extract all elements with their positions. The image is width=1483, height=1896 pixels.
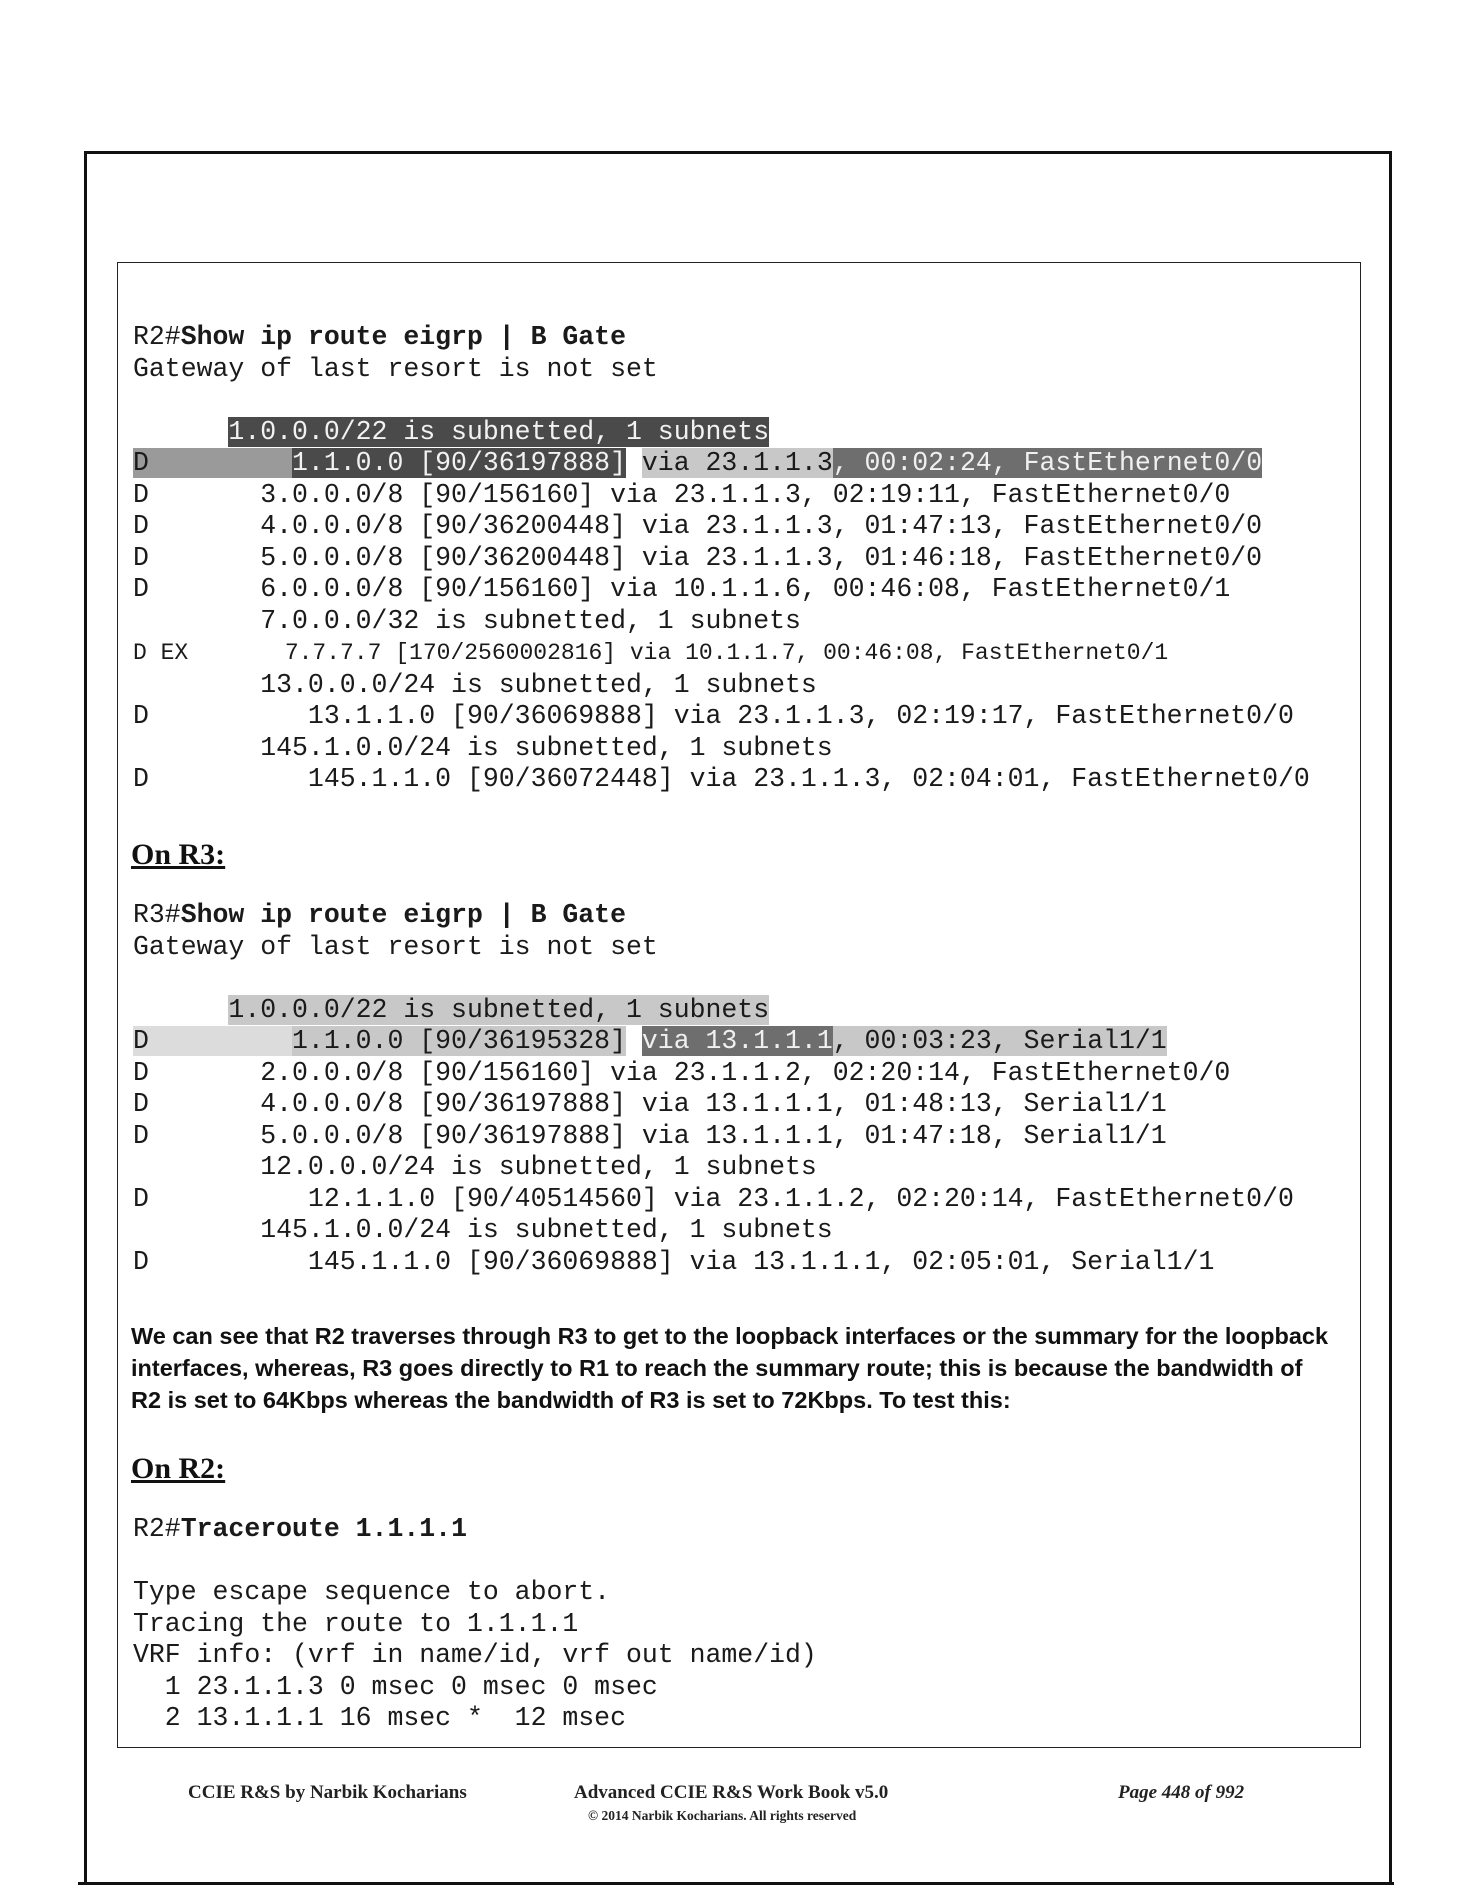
route-line: 13.0.0.0/24 is subnetted, 1 subnets bbox=[133, 669, 817, 700]
r3-summary-prefix: 1.1.0.0 [90/36195328] bbox=[292, 1026, 626, 1056]
r3-gateway-line: Gateway of last resort is not set bbox=[133, 931, 658, 962]
r3-summary-via: via 13.1.1.1 bbox=[641, 1026, 833, 1056]
r3-summary-tail: , 00:03:23, Serial1/1 bbox=[832, 1026, 1167, 1056]
explanation-paragraph: We can see that R2 traverses through R3 to get to the loopback interfaces or the summary for the loopback interfaces, whereas, R3 goes directly to R1 to reach the summary route; this is because the bandwidth of R2 is set to 64Kbps whereas the bandwidth of R3 is set to 72Kbps. To test this: bbox=[131, 1323, 1329, 1413]
route-line: D 4.0.0.0/8 [90/36197888] via 13.1.1.1, 01:48:13, Serial1/1 bbox=[133, 1089, 1167, 1119]
route-line: D 12.1.1.0 [90/40514560] via 23.1.1.2, 02:20:14, FastEthernet0/0 bbox=[133, 1183, 1294, 1214]
r2-command: Show ip route eigrp | B Gate bbox=[180, 322, 626, 352]
heading-on-r3: On R3: bbox=[131, 838, 226, 871]
page-bottom-rule bbox=[78, 1882, 1394, 1885]
r2-summary-subnet-line: 1.0.0.0/22 is subnetted, 1 subnets bbox=[228, 416, 770, 447]
route-line: 7.0.0.0/32 is subnetted, 1 subnets bbox=[133, 605, 801, 636]
traceroute-line: 1 23.1.1.3 0 msec 0 msec 0 msec bbox=[133, 1671, 658, 1702]
footer-book-title: Advanced CCIE R&S Work Book v5.0 bbox=[574, 1782, 889, 1803]
route-line: 145.1.0.0/24 is subnetted, 1 subnets bbox=[133, 1215, 833, 1245]
r3-summary-code: D bbox=[133, 1026, 149, 1056]
route-line: D 145.1.1.0 [90/36069888] via 13.1.1.1, 02:05:01, Serial1/1 bbox=[133, 1246, 1215, 1277]
traceroute-command: Traceroute 1.1.1.1 bbox=[180, 1514, 467, 1544]
r2-summary-via: via 23.1.1.3 bbox=[641, 448, 833, 478]
route-line: D 13.1.1.0 [90/36069888] via 23.1.1.3, 02:19:17, FastEthernet0/0 bbox=[133, 701, 1294, 731]
route-line-external: D EX 7.7.7.7 [170/2560002816] via 10.1.1.7, 00:46:08, FastEthernet0/1 bbox=[133, 640, 1169, 666]
footer-copyright: © 2014 Narbik Kocharians. All rights reserved bbox=[588, 1808, 857, 1823]
route-line: D 5.0.0.0/8 [90/36200448] via 23.1.1.3, 01:46:18, FastEthernet0/0 bbox=[133, 542, 1263, 573]
route-line: 145.1.0.0/24 is subnetted, 1 subnets bbox=[133, 732, 833, 763]
route-line: D 5.0.0.0/8 [90/36197888] via 13.1.1.1, 01:47:18, Serial1/1 bbox=[133, 1120, 1167, 1151]
footer-author: CCIE R&S by Narbik Kocharians bbox=[188, 1782, 467, 1803]
traceroute-output bbox=[133, 1514, 817, 1735]
r2-summary-code: D bbox=[133, 448, 149, 478]
r2-prompt: R2# bbox=[133, 322, 181, 352]
traceroute-line: Tracing the route to 1.1.1.1 bbox=[133, 1608, 579, 1639]
r2-summary-prefix: 1.1.0.0 [90/36197888] bbox=[292, 448, 626, 478]
r2-summary-tail: , 00:02:24, FastEthernet0/0 bbox=[832, 448, 1263, 478]
r3-prompt: R3# bbox=[133, 900, 181, 930]
traceroute-prompt: R2# bbox=[133, 1514, 181, 1544]
route-line: D 2.0.0.0/8 [90/156160] via 23.1.1.2, 02:20:14, FastEthernet0/0 bbox=[133, 1057, 1231, 1088]
route-line: D 4.0.0.0/8 [90/36200448] via 23.1.1.3, 01:47:13, FastEthernet0/0 bbox=[133, 511, 1263, 541]
r2-route-output bbox=[133, 322, 1310, 796]
route-line: D 6.0.0.0/8 [90/156160] via 10.1.1.6, 00:46:08, FastEthernet0/1 bbox=[133, 574, 1231, 604]
route-line: 12.0.0.0/24 is subnetted, 1 subnets bbox=[133, 1152, 817, 1182]
r3-summary-subnet-line: 1.0.0.0/22 is subnetted, 1 subnets bbox=[228, 994, 770, 1025]
footer-page-number: Page 448 of 992 bbox=[1118, 1782, 1245, 1803]
traceroute-line: VRF info: (vrf in name/id, vrf out name/id) bbox=[133, 1640, 817, 1670]
r3-command: Show ip route eigrp | B Gate bbox=[180, 900, 626, 930]
route-line: D 145.1.1.0 [90/36072448] via 23.1.1.3, 02:04:01, FastEthernet0/0 bbox=[133, 764, 1310, 794]
r3-route-output bbox=[133, 900, 1294, 1278]
heading-on-r2: On R2: bbox=[131, 1452, 226, 1485]
traceroute-line: Type escape sequence to abort. bbox=[133, 1577, 611, 1607]
route-line: D 3.0.0.0/8 [90/156160] via 23.1.1.3, 02:19:11, FastEthernet0/0 bbox=[133, 479, 1231, 510]
traceroute-line: 2 13.1.1.1 16 msec * 12 msec bbox=[133, 1703, 626, 1733]
r2-gateway-line: Gateway of last resort is not set bbox=[133, 353, 658, 384]
